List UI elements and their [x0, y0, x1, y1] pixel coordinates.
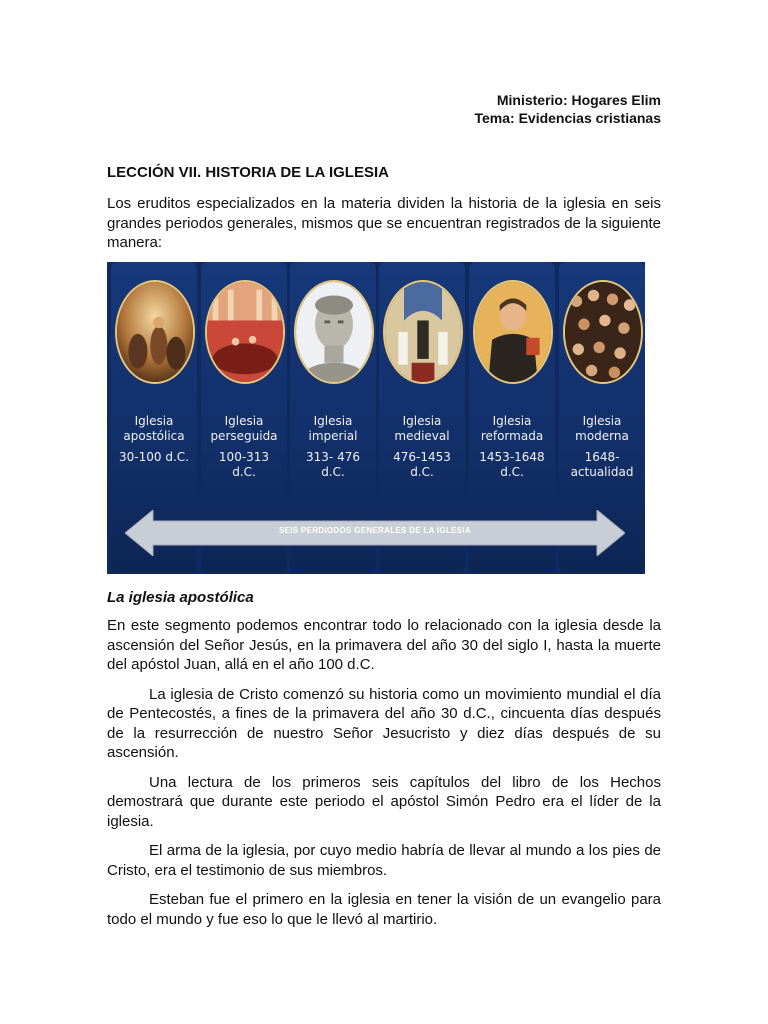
- paragraph: En este segmento podemos encontrar todo lo relacionado con la iglesia desde la ascensión del Señor Jesús, en la primavera del año 30 del siglo I, hasta la muerte del apóstol Juan, allá en el año 100 d.C.: [107, 617, 661, 673]
- reformed-church-image: [473, 280, 553, 384]
- period-name: Iglesia reformada: [480, 414, 544, 443]
- medieval-church-image: [383, 280, 463, 384]
- paragraph: El arma de la iglesia, por cuyo medio habría de llevar al mundo a los pies de Cristo, era el testimonio de sus miembros.: [107, 842, 661, 879]
- paragraph: Esteban fue el primero en la iglesia en tener la visión de un evangelio para todo el mundo y fue eso lo que le llevó al martirio.: [107, 891, 661, 928]
- period-dates: 476-1453 d.C.: [393, 450, 451, 479]
- apostolic-church-image: [115, 280, 195, 384]
- period-dates: 1648- actualidad: [570, 450, 634, 479]
- document-header: [475, 91, 662, 127]
- timeline-double-arrow: [125, 510, 625, 556]
- period-dates: 100-313 d.C.: [218, 450, 270, 479]
- intro-paragraph: Los eruditos especializados en la materia dividen la historia de la iglesia en seis grandes periodos generales, mismos que se encuentran registrados de la siguiente manera:: [107, 195, 661, 251]
- period-name: Iglesia medieval: [394, 414, 450, 443]
- period-name: Iglesia perseguida: [210, 414, 278, 443]
- body-text: [107, 616, 661, 939]
- period-dates: 1453-1648 d.C.: [479, 450, 545, 479]
- church-history-timeline: [107, 262, 645, 574]
- imperial-church-image: [294, 280, 374, 384]
- paragraph: Una lectura de los primeros seis capítulos del libro de los Hechos demostrará que durante este periodo el apóstol Simón Pedro era el líder de la iglesia.: [107, 773, 661, 830]
- timeline-arrow-label: SEIS PERDIODOS GENERALES DE LA IGLESIA: [278, 526, 472, 535]
- persecuted-church-image: [205, 280, 285, 384]
- topic-line: Tema: Evidencias cristianas: [474, 110, 661, 126]
- modern-church-image: [563, 280, 643, 384]
- period-name: Iglesia imperial: [308, 414, 358, 443]
- section-title: La iglesia apostólica: [107, 589, 254, 606]
- paragraph: La iglesia de Cristo comenzó su historia como un movimiento mundial el día de Pentecostés, a fines de la primavera del año 30 d.C., cincuenta días después de la resurrección de nuestro Señor Jesucristo y diez días después de su ascensión.: [107, 685, 661, 761]
- period-dates: 313- 476 d.C.: [306, 450, 360, 479]
- period-name: Iglesia apostólica: [123, 414, 185, 443]
- ministry-line: Ministerio: Hogares Elim: [496, 92, 661, 108]
- period-dates: 30-100 d.C.: [119, 450, 189, 464]
- period-name: Iglesia moderna: [575, 414, 629, 443]
- lesson-title: LECCIÓN VII. HISTORIA DE LA IGLESIA: [107, 164, 389, 181]
